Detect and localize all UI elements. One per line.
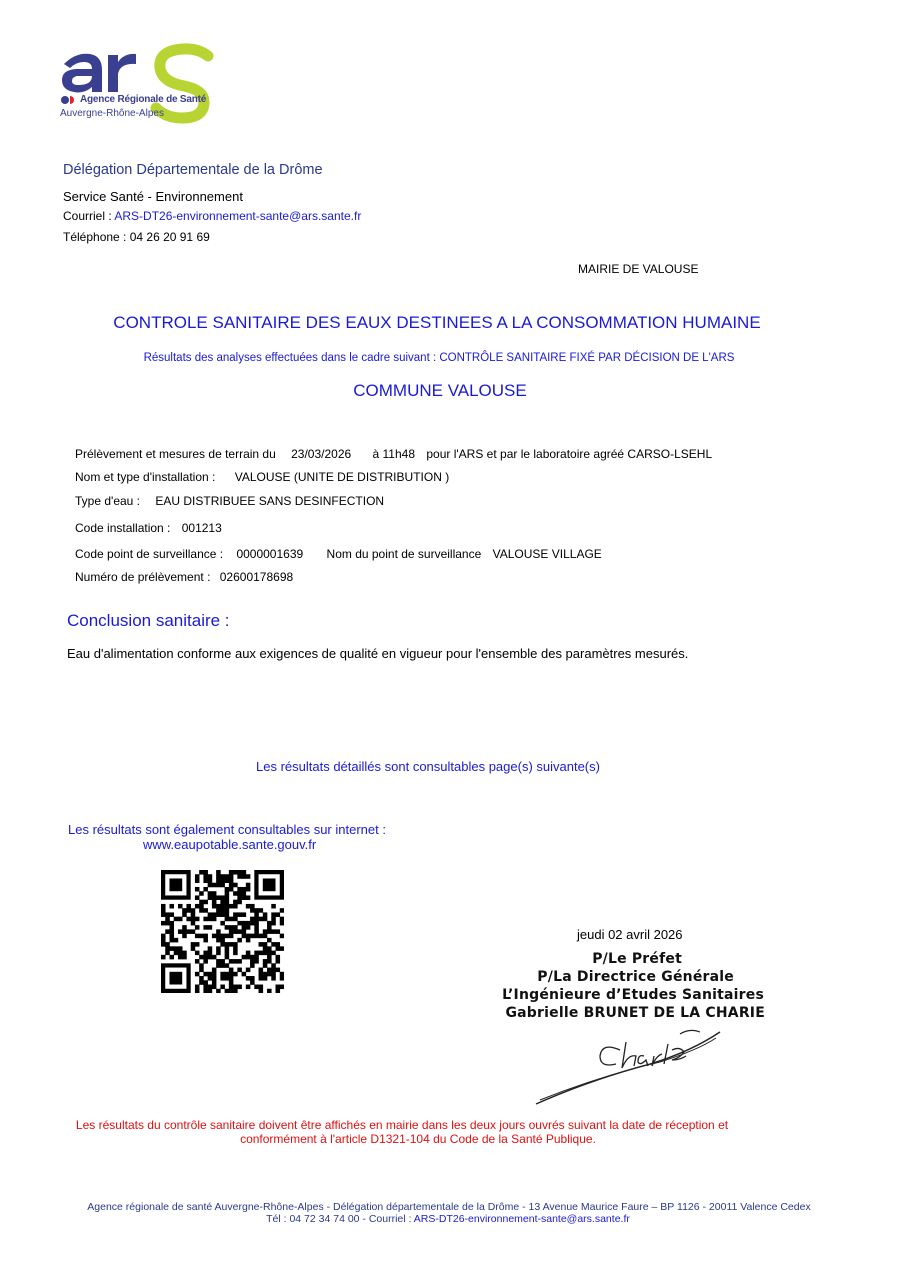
footer-phone: Tél : 04 72 34 74 00 - Courriel : [266,1213,414,1225]
qr-code[interactable] [161,870,284,993]
code-point-label: Code point de surveillance : [75,547,224,561]
code-installation-value: 001213 [181,521,222,535]
code-point-value: 0000001639 [236,547,304,561]
water-type-value: EAU DISTRIBUEE SANS DESINFECTION [155,494,385,508]
internet-line: Les résultats sont également consultables sur internet : [68,822,386,837]
point-name-value: VALOUSE VILLAGE [492,547,602,561]
sample-number-label: Numéro de prélèvement : [75,570,211,584]
handwritten-signature [530,1020,730,1110]
ars-logo-graphic [58,42,233,134]
ars-logo [58,42,233,134]
qr-code-graphic [161,870,284,993]
document-title: CONTROLE SANITAIRE DES EAUX DESTINEES A LA CONSOMMATION HUMAINE [113,313,761,332]
installation-value: VALOUSE (UNITE DE DISTRIBUTION ) [234,470,450,484]
water-type-label: Type d'eau : [75,494,141,508]
signature-line3: L’Ingénieure d’Etudes Sanitaires [502,987,764,1003]
conclusion-text: Eau d'alimentation conforme aux exigences de qualité en vigueur pour l'ensemble des paramètres mesurés. [67,646,689,661]
water-type-line [75,494,384,508]
delegation-title: Délégation Départementale de la Drôme [63,162,323,178]
code-point-line [75,547,602,561]
notice-line1: Les résultats du contrôle sanitaire doivent être affichés en mairie dans les deux jours ouvrés suivant la date de réception et [75,1118,729,1132]
code-installation-label: Code installation : [75,521,171,535]
phone-line: Téléphone : 04 26 20 91 69 [63,230,210,244]
signature-line1: P/Le Préfet [592,951,682,967]
signature-line4: Gabrielle BRUNET DE LA CHARIE [505,1005,765,1021]
sample-date: 23/03/2026 [291,447,352,461]
logo-line2: Auvergne-Rhône-Alpes [60,108,164,119]
internet-url[interactable]: www.eaupotable.sante.gouv.fr [143,837,317,852]
prelevement-line [75,447,712,461]
sample-time: à 11h48 [372,447,416,461]
email-line [63,209,361,223]
notice-line2: conformément à l'article D1321-104 du Code de la Santé Publique. [240,1132,596,1146]
commune-title: COMMUNE VALOUSE [353,381,527,400]
installation-label: Nom et type d'installation : [75,470,216,484]
logo-line1: Agence Régionale de Santé [80,94,207,105]
email-link[interactable]: ARS-DT26-environnement-sante@ars.sante.fr [114,209,362,223]
footer-email[interactable]: ARS-DT26-environnement-sante@ars.sante.fr [413,1213,630,1225]
recipient: MAIRIE DE VALOUSE [578,262,699,276]
prelevement-label: Prélèvement et mesures de terrain du [75,447,276,461]
point-name-label: Nom du point de surveillance [326,547,482,561]
sample-number-value: 02600178698 [219,570,294,584]
document-subtitle: Résultats des analyses effectuées dans le cadre suivant : CONTRÔLE SANITAIRE FIXÉ PAR DÉCISION DE L'ARS [143,352,735,364]
installation-line [75,470,449,484]
service-name: Service Santé - Environnement [63,189,243,204]
footer-line1: Agence régionale de santé Auvergne-Rhône-Alpes - Délégation départementale de la Drôme - 13 Avenue Maurice Faure – BP 1126 - 20011 Valence Cedex [87,1201,811,1213]
sample-lab: pour l'ARS et par le laboratoire agréé CARSO-LSEHL [426,447,713,461]
code-installation-line [75,521,222,535]
signature-line2: P/La Directrice Générale [537,969,734,985]
details-note: Les résultats détaillés sont consultables page(s) suivante(s) [256,759,600,774]
conclusion-heading: Conclusion sanitaire : [67,611,230,630]
footer-line2 [0,1213,896,1225]
sample-number-line [75,570,293,584]
signature-date: jeudi 02 avril 2026 [577,927,683,942]
email-label: Courriel : [63,209,115,223]
